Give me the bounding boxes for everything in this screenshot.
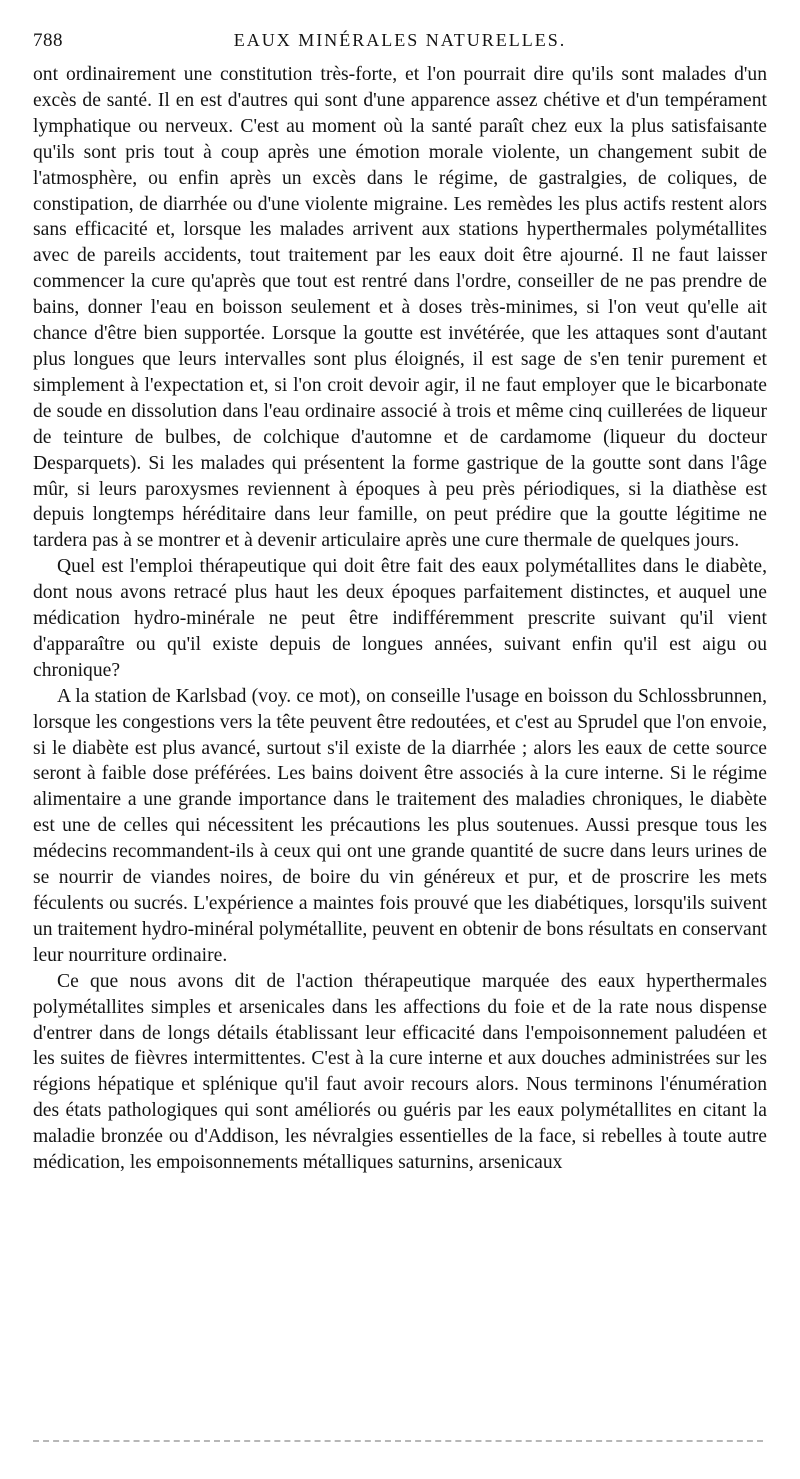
footer-rule — [33, 1440, 763, 1442]
paragraph-continuation: ont ordinairement une constitution très-forte, et l'on pourrait dire qu'ils sont malades d'un excès de santé. Il en est d'autres qui sont d'une apparence assez chétive et d'un tempérament lymphatique ou nerveux. C'est au moment où la santé paraît chez eux la plus satisfaisante qu'ils sont pris tout à coup après une émotion morale violente, un changement subit de l'atmosphère, ou enfin après un excès dans le régime, de gastralgies, de coliques, de constipation, de diarrhée ou d'une violente migraine. Les remèdes les plus actifs restent alors sans efficacité et, lorsque les malades arrivent aux stations hyperthermales polymétallites avec de pareils accidents, tout traitement par les eaux doit être ajourné. Il ne faut laisser commencer la cure qu'après que tout est rentré dans l'ordre, conseiller de ne pas prendre de bains, donner l'eau en boisson seulement et à doses très-minimes, si l'on veut qu'elle ait chance d'être bien supportée. Lorsque la goutte est invétérée, que les attaques sont d'autant plus longues que leurs intervalles sont plus éloignés, il est sage de s'en tenir purement et simplement à l'expectation et, si l'on croit devoir agir, il ne faut employer que le bicarbonate de soude en dissolution dans l'eau ordinaire associé à trois et même cinq cuillerées de liqueur de teinture de bulbes, de colchique d'automne et de cardamome (liqueur du docteur Desparquets). Si les malades qui présentent la forme gastrique de la goutte sont dans l'âge mûr, si leurs paroxysmes reviennent à époques à peu près périodiques, si la diathèse est depuis longtemps héréditaire dans leur famille, on peut prédire que la goutte légitime ne tardera pas à se montrer et à devenir articulaire après une cure thermale de quelques jours. — [33, 64, 767, 552]
page-number: 788 — [33, 30, 63, 51]
body-text — [33, 62, 767, 1176]
paragraph-diabete-question: Quel est l'emploi thérapeutique qui doit être fait des eaux polymétallites dans le diabète, dont nous avons retracé plus haut les deux époques parfaitement distinctes, et auquel une médication hydro-minérale ne peut être indifféremment prescrite suivant qu'il vient d'apparaître ou qu'il existe depuis de longues années, suivant enfin qu'il est aigu ou chronique? — [33, 556, 767, 681]
page-header — [33, 28, 767, 54]
paragraph-action-therapeutique: Ce que nous avons dit de l'action thérapeutique marquée des eaux hyperthermales polymétallites simples et arsenicales dans les affections du foie et de la rate nous dispense d'entrer dans de longs détails établissant leur efficacité dans l'empoisonnement paludéen et les suites de fièvres intermittentes. C'est à la cure interne et aux douches administrées sur les régions hépatique et splénique qu'il faut avoir recours alors. Nous terminons l'énumération des états pathologiques qui sont améliorés ou guéris par les eaux polymétallites en citant la maladie bronzée ou d'Addison, les névralgies essentielles de la face, si rebelles à toute autre médication, les empoisonnements métalliques saturnins, arsenicaux — [33, 970, 767, 1174]
running-title: EAUX MINÉRALES NATURELLES. — [233, 30, 567, 50]
document-page — [33, 28, 767, 1176]
paragraph-karlsbad: A la station de Karlsbad (voy. ce mot), on conseille l'usage en boisson du Schlossbrunnen, lorsque les congestions vers la tête peuvent être redoutées, et c'est au Sprudel que l'on envoie, si le diabète est plus avancé, surtout s'il existe de la diarrhée ; alors les eaux de cette source seront à faible dose préférées. Les bains doivent être associés à la cure interne. Si le régime alimentaire a une grande importance dans le traitement des maladies chroniques, le diabète est une de celles qui nécessitent les précautions les plus soutenues. Aussi presque tous les médecins recommandent-ils à ceux qui ont une grande quantité de sucre dans leurs urines de se nourrir de viandes noires, de boire du vin généreux et pur, et de proscrire les mets féculents ou sucrés. L'expérience a maintes fois prouvé que les diabétiques, lorsqu'ils suivent un traitement hydro-minéral polymétallite, peuvent en obtenir de bons résultats en conservant leur nourriture ordinaire. — [33, 685, 767, 966]
